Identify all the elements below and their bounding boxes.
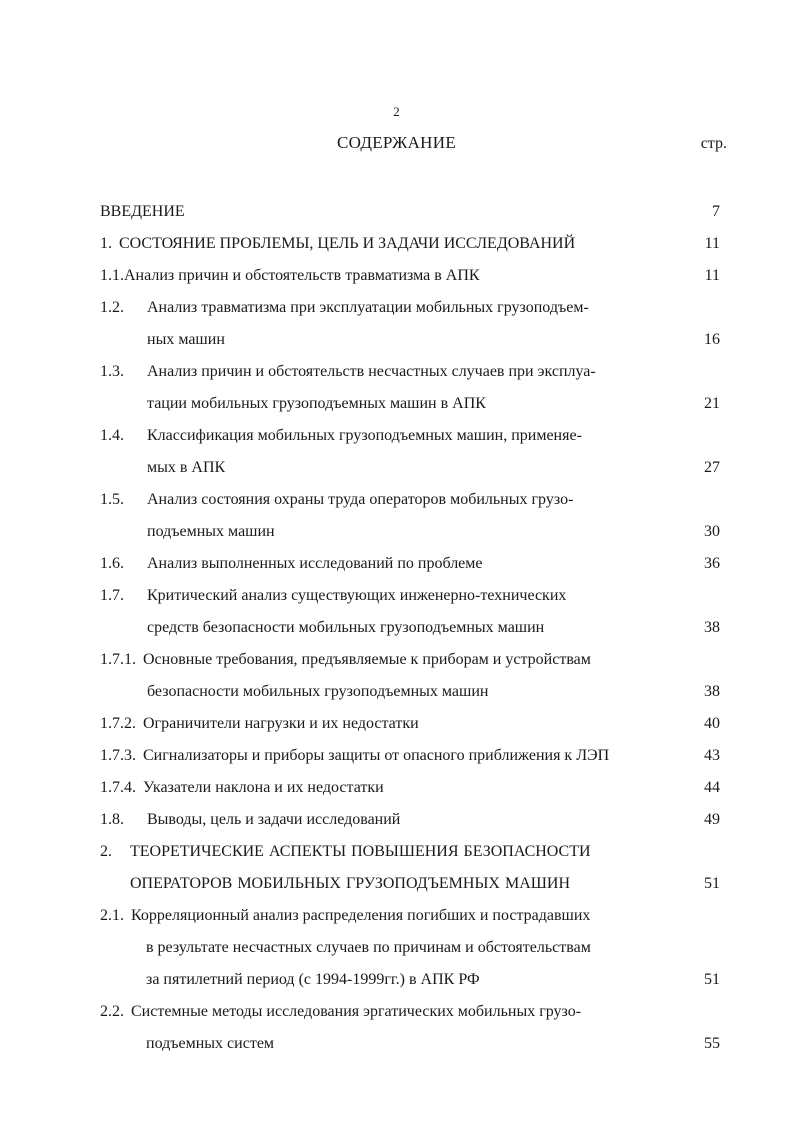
toc-entry-line: мых в АПК: [147, 459, 226, 476]
toc-entry-line: [100, 644, 720, 676]
toc-entry-line: в результате несчастных случаев по причинам и обстоятельствам: [146, 939, 591, 956]
toc-entry-title: Анализ причин и обстоятельств несчастных случаев при эксплуа-: [147, 363, 596, 380]
page-title: СОДЕРЖАНИЕ: [336, 133, 457, 152]
toc-entry: [100, 644, 720, 708]
toc-entry-number: 1.1.: [100, 267, 124, 284]
page-column-label: стр.: [700, 135, 727, 152]
toc-entry-title: Классификация мобильных грузоподъемных машин, применяе-: [147, 427, 582, 444]
toc-entry-number: 2.: [100, 843, 112, 860]
toc-entry-page: 44: [704, 779, 720, 796]
toc-entry-page: 49: [704, 811, 720, 828]
toc-entry-line: подъемных машин: [147, 523, 275, 540]
toc-entry: [100, 996, 720, 1060]
toc-entry-number: 1.6.: [100, 555, 124, 572]
toc-entry-line: [100, 196, 720, 228]
toc-entry-line: ных машин: [147, 331, 225, 348]
toc-entry-line: безопасности мобильных грузоподъемных машин: [147, 683, 489, 700]
toc-entry: [100, 900, 720, 996]
toc-entry-line: тации мобильных грузоподъемных машин в АПК: [147, 395, 486, 412]
toc-entry: [100, 548, 720, 580]
toc-entry-page: 55: [704, 1035, 720, 1052]
toc-entry-number: 1.7.2.: [100, 715, 136, 732]
toc-entry-line: [100, 772, 720, 804]
toc-entry-title: Ограничители нагрузки и их недостатки: [143, 715, 419, 732]
toc-entry-line: средств безопасности мобильных грузоподъемных машин: [147, 619, 545, 636]
toc-entry-title: Системные методы исследования эргатических мобильных грузо-: [131, 1003, 582, 1020]
toc-entry: [100, 356, 720, 420]
toc-entry-page: 43: [704, 747, 720, 764]
toc-entry: [100, 228, 720, 260]
toc-entry-number: 1.7.4.: [100, 779, 136, 796]
toc-entry-number: 1.7.1.: [100, 651, 136, 668]
toc-entry: [100, 292, 720, 356]
toc-entry-page: 21: [704, 395, 720, 412]
page-number: 2: [393, 104, 400, 119]
toc-entry-title: Анализ причин и обстоятельств травматизма в АПК: [124, 267, 480, 284]
toc-entry-page: 40: [704, 715, 720, 732]
toc-entry-line: ОПЕРАТОРОВ МОБИЛЬНЫХ ГРУЗОПОДЪЕМНЫХ МАШИН: [130, 875, 570, 892]
toc-entry: [100, 772, 720, 804]
toc-entry-line: [100, 900, 720, 932]
toc-entry-page: 38: [704, 619, 720, 636]
toc-entry-line: [100, 420, 720, 452]
toc-entry-title: Основные требования, предъявляемые к приборам и устройствам: [143, 651, 591, 668]
toc-entry-number: 2.1.: [100, 907, 124, 924]
toc-list: [100, 196, 720, 1060]
toc-entry-title: Корреляционный анализ распределения погибших и пострадавших: [131, 907, 591, 924]
toc-entry-number: 1.2.: [100, 299, 124, 316]
toc-entry: [100, 708, 720, 740]
toc-entry-title: Сигнализаторы и приборы защиты от опасного приближения к ЛЭП: [143, 747, 610, 764]
toc-entry-line: [100, 228, 720, 260]
toc-entry-line: [100, 804, 720, 836]
toc-entry-page: 36: [704, 555, 720, 572]
toc-entry-title: Выводы, цель и задачи исследований: [147, 811, 401, 828]
toc-entry-number: 1.: [100, 235, 112, 252]
toc-entry-page: 38: [704, 683, 720, 700]
toc-entry-line: [100, 260, 720, 292]
toc-entry: [100, 836, 720, 900]
toc-entry-line: за пятилетний период (с 1994-1999гг.) в АПК РФ: [146, 971, 480, 988]
toc-entry-line: [100, 356, 720, 388]
toc-entry-line: [100, 836, 720, 868]
toc-entry: [100, 580, 720, 644]
toc-entry-page: 51: [704, 971, 720, 988]
toc-entry: [100, 260, 720, 292]
toc-entry-line: [100, 708, 720, 740]
toc-entry-line: [100, 740, 720, 772]
toc-entry-number: 1.5.: [100, 491, 124, 508]
toc-entry-page: 51: [704, 875, 720, 892]
toc-entry-line: [100, 292, 720, 324]
toc-entry-number: 1.3.: [100, 363, 124, 380]
toc-entry-page: 30: [704, 523, 720, 540]
toc-entry-number: 1.8.: [100, 811, 124, 828]
toc-entry-title: ВВЕДЕНИЕ: [100, 203, 185, 220]
toc-entry-page: 7: [712, 203, 720, 220]
toc-entry-number: 2.2.: [100, 1003, 124, 1020]
toc-entry-line: [100, 548, 720, 580]
toc-entry-title: Анализ травматизма при эксплуатации мобильных грузоподъем-: [147, 299, 589, 316]
toc-entry-title: Критический анализ существующих инженерно-технических: [147, 587, 567, 604]
toc-entry-line: подъемных систем: [146, 1035, 275, 1052]
toc-entry-page: 16: [704, 331, 720, 348]
toc-entry-title: Анализ состояния охраны труда операторов мобильных грузо-: [147, 491, 574, 508]
toc-entry-number: 1.7.: [100, 587, 124, 604]
toc-entry-page: 27: [704, 459, 720, 476]
toc-entry: [100, 420, 720, 484]
toc-entry-title: ТЕОРЕТИЧЕСКИЕ АСПЕКТЫ ПОВЫШЕНИЯ БЕЗОПАСНОСТИ: [130, 843, 591, 860]
toc-entry: [100, 196, 720, 228]
toc-entry-title: Анализ выполненных исследований по проблеме: [147, 555, 483, 572]
toc-entry-number: 1.4.: [100, 427, 124, 444]
toc-entry-line: [100, 580, 720, 612]
toc-entry-page: 11: [704, 267, 720, 284]
toc-entry: [100, 740, 720, 772]
toc-entry-title: СОСТОЯНИЕ ПРОБЛЕМЫ, ЦЕЛЬ И ЗАДАЧИ ИССЛЕДОВАНИЙ: [119, 235, 576, 252]
toc-entry-page: 11: [704, 235, 720, 252]
toc-entry-line: [100, 996, 720, 1028]
toc-entry-line: [100, 484, 720, 516]
toc-entry-title: Указатели наклона и их недостатки: [143, 779, 384, 796]
toc-entry-number: 1.7.3.: [100, 747, 136, 764]
toc-entry: [100, 804, 720, 836]
toc-entry: [100, 484, 720, 548]
